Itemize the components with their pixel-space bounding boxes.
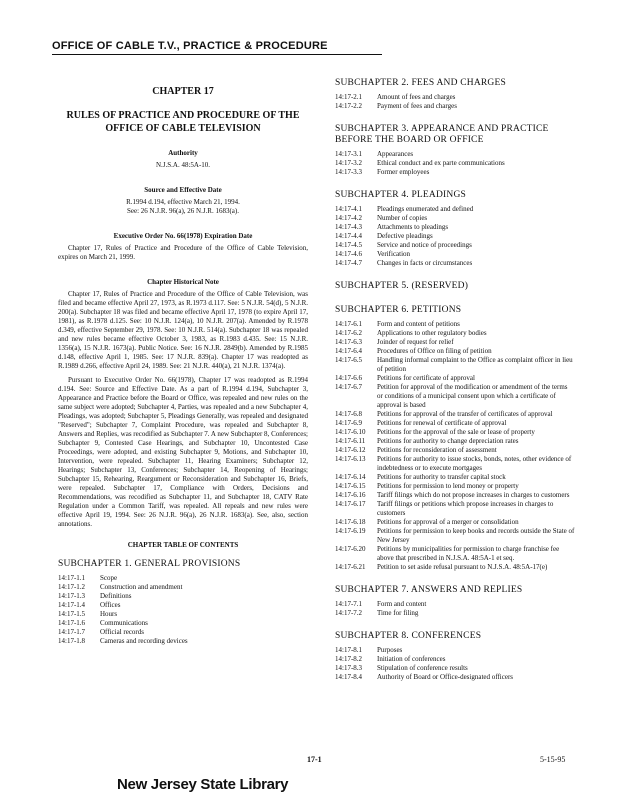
section-number: 14:17-6.20 <box>335 545 366 553</box>
section-number: 14:17-6.19 <box>335 527 366 535</box>
toc-entry <box>335 545 575 563</box>
section-title: Tariff filings or petitions which propose increases in charges to customers <box>377 500 554 517</box>
section-number: 14:17-4.1 <box>335 205 363 213</box>
section-title: Petition to set aside refusal pursuant to N.J.S.A. 48:5A-17(e) <box>377 563 548 571</box>
section-number: 14:17-8.4 <box>335 673 363 681</box>
toc-entry <box>335 250 575 259</box>
toc-entry <box>335 655 575 664</box>
toc-entry <box>335 383 575 410</box>
section-number: 14:17-6.13 <box>335 455 366 463</box>
subchapter-1-title: SUBCHAPTER 1. GENERAL PROVISIONS <box>58 559 241 569</box>
section-number: 14:17-1.7 <box>58 628 86 636</box>
section-number: 14:17-6.7 <box>335 383 363 391</box>
section-number: 14:17-4.2 <box>335 214 363 222</box>
section-title: Definitions <box>100 592 132 600</box>
chapter-number: CHAPTER 17 <box>152 86 214 97</box>
section-number: 14:17-3.2 <box>335 159 363 167</box>
section-title: Petitions for authority to issue stocks, bonds, notes, other evidence of indebtedness or to execute mortgages <box>377 455 572 472</box>
section-number: 14:17-6.9 <box>335 419 363 427</box>
toc-entry <box>58 628 308 637</box>
subchapter-title: SUBCHAPTER 6. PETITIONS <box>335 305 462 315</box>
toc-entry <box>58 619 308 628</box>
section-number: 14:17-7.1 <box>335 600 363 608</box>
section-title: Petitions for the approval of the sale or lease of property <box>377 428 535 436</box>
history-paragraph-1: Chapter 17, Rules of Practice and Procedure of the Office of Cable Television, was filed and became effective April 27, 1973, as R.1973 d.117. See: 5 N.J.R. 54(d), 5 N.J.R. 200(a). Subchapter 18 was filed and became effective April 17, 1978 (to expire April 17, 1981), as R.1978 d.125. See: 10 N.J.R. 124(a), 10 N.J.R. 207(a). Amended by R.1978 d.349, effective September 29, 1978. See: 10 N.J.R. 514(a). Subchapter 18 was repealed and new rules became effective October 3, 1983, as R.1983 d.435. See: 15 N.J.R. 1356(a), 15 N.J.R. 1673(a). Public Notice. See: 16 N.J.R. 2849(b). Amended by R.1985 d.148, effective April 1, 1985. See: 17 N.J.R. 839(a). Chapter 17 was readopted as R.1989 d.266, effective April 24, 1989. See: 21 N.J.R. 440(a), 21 N.J.R. 1374(a). <box>58 290 308 370</box>
section-title: Petitions for approval of the transfer of certificates of approval <box>377 410 553 418</box>
section-title: Initiation of conferences <box>377 655 446 663</box>
section-number: 14:17-6.10 <box>335 428 366 436</box>
toc-entry <box>58 601 308 610</box>
subchapter-title: SUBCHAPTER 5. (RESERVED) <box>335 281 469 291</box>
section-number: 14:17-6.4 <box>335 347 363 355</box>
toc-entry <box>335 214 575 223</box>
toc-entry <box>335 437 575 446</box>
section-number: 14:17-7.2 <box>335 609 363 617</box>
toc-entry <box>335 500 575 518</box>
toc-entry <box>335 329 575 338</box>
section-title: Service and notice of proceedings <box>377 241 472 249</box>
section-title: Petitions for certificate of approval <box>377 374 475 382</box>
toc-entry <box>335 563 575 572</box>
section-title: Petitions for permission to lend money or property <box>377 482 519 490</box>
subchapter-list <box>335 646 575 682</box>
toc-entry <box>335 518 575 527</box>
revision-date: 5-15-95 <box>540 755 566 764</box>
section-title: Joinder of request for relief <box>377 338 454 346</box>
toc-entry <box>58 592 308 601</box>
section-title: Payment of fees and charges <box>377 102 457 110</box>
toc-entry <box>58 637 308 646</box>
subchapter-title: SUBCHAPTER 2. FEES AND CHARGES <box>335 78 506 88</box>
section-number: 14:17-6.1 <box>335 320 363 328</box>
section-title: Petitions for authority to change depreciation rates <box>377 437 519 445</box>
section-title: Amount of fees and charges <box>377 93 456 101</box>
toc-entry <box>335 356 575 374</box>
section-number: 14:17-4.3 <box>335 223 363 231</box>
section-title: Defective pleadings <box>377 232 433 240</box>
toc-entry <box>335 374 575 383</box>
toc-entry <box>335 93 575 102</box>
section-number: 14:17-2.1 <box>335 93 363 101</box>
section-number: 14:17-3.1 <box>335 150 363 158</box>
section-number: 14:17-8.3 <box>335 664 363 672</box>
subchapter-title: SUBCHAPTER 7. ANSWERS AND REPLIES <box>335 585 523 595</box>
section-title: Purposes <box>377 646 403 654</box>
chapter-title: RULES OF PRACTICE AND PROCEDURE OF THE OFFICE OF CABLE TELEVISION <box>66 110 300 134</box>
section-title: Petitions by municipalities for permission to charge franchise fee above that prescribed in N.J.S.A. 48:5A-1 et seq. <box>377 545 560 562</box>
section-number: 14:17-1.1 <box>58 574 86 582</box>
source-line-1: R.1994 d.194, effective March 21, 1994. <box>126 198 240 206</box>
authority-text: N.J.S.A. 48:5A-10. <box>155 161 211 169</box>
section-number: 14:17-1.8 <box>58 637 86 645</box>
toc-entry <box>335 600 575 609</box>
toc-entry <box>58 610 308 619</box>
toc-entry <box>335 150 575 159</box>
section-number: 14:17-4.4 <box>335 232 363 240</box>
section-title: Form and content of petitions <box>377 320 460 328</box>
section-title: Communications <box>100 619 148 627</box>
subchapter-title: SUBCHAPTER 4. PLEADINGS <box>335 190 467 200</box>
toc-entry <box>335 232 575 241</box>
page-number: 17-1 <box>307 755 322 764</box>
toc-entry <box>335 482 575 491</box>
section-title: Construction and amendment <box>100 583 183 591</box>
section-title: Official records <box>100 628 144 636</box>
section-number: 14:17-6.11 <box>335 437 366 445</box>
section-title: Form and content <box>377 600 427 608</box>
section-number: 14:17-1.2 <box>58 583 86 591</box>
section-title: Applications to other regulatory bodies <box>377 329 487 337</box>
subchapter-list <box>335 205 575 268</box>
toc-entry <box>335 223 575 232</box>
toc-entry <box>335 664 575 673</box>
section-title: Number of copies <box>377 214 428 222</box>
left-column <box>58 78 308 646</box>
toc-entry <box>335 491 575 500</box>
section-number: 14:17-6.15 <box>335 482 366 490</box>
section-title: Tariff filings which do not propose increases in charges to customers <box>377 491 570 499</box>
section-title: Petition for approval of the modification or amendment of the terms or conditions of a municipal consent upon which a certificate of approval is based <box>377 383 568 409</box>
toc-entry <box>335 241 575 250</box>
subchapter-1-list <box>58 574 308 646</box>
toc-entry <box>335 259 575 268</box>
section-number: 14:17-1.4 <box>58 601 86 609</box>
section-title: Petitions for reconsideration of assessment <box>377 446 497 454</box>
library-stamp: New Jersey State Library <box>117 776 289 793</box>
toc-entry <box>335 527 575 545</box>
toc-entry <box>335 455 575 473</box>
subchapter-list <box>335 150 575 177</box>
section-number: 14:17-6.21 <box>335 563 366 571</box>
section-title: Procedures of Office on filing of petition <box>377 347 492 355</box>
toc-entry <box>335 446 575 455</box>
history-paragraph-2: Pursuant to Executive Order No. 66(1978), Chapter 17 was readopted as R.1994 d.194. See: Source and Effective Date. As a part of R.1994 d.194, Subchapter 3, Appearance and Practice before the Board or Office, was repealed and new rules on the same subject were adopted; Subchapter 4, Parties, was repealed and a new Subchapter 4, Pleadings, was adopted; Subchapter 5, Pleadings Generally, was repealed and designated "Reserved"; Subchapter 7, Complaint Procedure, was repealed and Subchapter 8, Answers and Replies, was recodified as Subchapter 7. A new Subchapter 8, Conferences; Subchapter 9, Contested Case Hearings, and Subchapter 10, Uncontested Case Proceedings, were adopted, and existing Subchapter 9, Motions, and Subchapter 10, Intervention, were repealed. Subchapter 11, Hearing Examiners; Subchapter 12, Hearings; Subchapter 13, Conferences; Subchapter 14, Reopening of Hearings; Subchapter 15, Rehearing, Reargument or Reconsideration and Subchapter 16, Briefs, were repealed. Subchapter 17, Compliance with Orders, Decisions and Recommendations, was recodified as Subchapter 11, and Subchapter 18, CATV Rate Regulation under a Common Tariff, was repealed. All repeals and new rules were effective April 19, 1994. See: 26 N.J.R. 96(a), 26 N.J.R. 1683(a). See, also, section annotations. <box>58 376 308 528</box>
section-number: 14:17-6.18 <box>335 518 366 526</box>
section-number: 14:17-4.6 <box>335 250 363 258</box>
subchapter-list <box>335 93 575 111</box>
toc-entry <box>335 673 575 682</box>
section-title: Ethical conduct and ex parte communications <box>377 159 505 167</box>
header-rule <box>52 54 382 55</box>
section-title: Petitions for approval of a merger or consolidation <box>377 518 519 526</box>
section-title: Time for filing <box>377 609 419 617</box>
section-title: Cameras and recording devices <box>100 637 188 645</box>
section-number: 14:17-6.8 <box>335 410 363 418</box>
right-column <box>335 78 575 682</box>
section-title: Petitions for authority to transfer capital stock <box>377 473 506 481</box>
section-number: 14:17-1.5 <box>58 610 86 618</box>
section-title: Scope <box>100 574 118 582</box>
toc-entry <box>335 168 575 177</box>
section-number: 14:17-4.5 <box>335 241 363 249</box>
toc-entry <box>335 102 575 111</box>
section-number: 14:17-6.16 <box>335 491 366 499</box>
section-number: 14:17-2.2 <box>335 102 363 110</box>
toc-entry <box>335 428 575 437</box>
toc-entry <box>335 347 575 356</box>
section-title: Pleadings enumerated and defined <box>377 205 474 213</box>
subchapter-list <box>335 600 575 618</box>
section-number: 14:17-6.2 <box>335 329 363 337</box>
toc-entry <box>335 646 575 655</box>
section-number: 14:17-6.6 <box>335 374 363 382</box>
section-number: 14:17-1.6 <box>58 619 86 627</box>
section-number: 14:17-6.14 <box>335 473 366 481</box>
section-number: 14:17-8.2 <box>335 655 363 663</box>
section-number: 14:17-6.12 <box>335 446 366 454</box>
section-number: 14:17-6.17 <box>335 500 366 508</box>
source-line-2: See: 26 N.J.R. 96(a), 26 N.J.R. 1683(a). <box>127 207 239 215</box>
toc-entry <box>335 410 575 419</box>
section-title: Hours <box>100 610 118 618</box>
section-title: Appearances <box>377 150 414 158</box>
section-title: Stipulation of conference results <box>377 664 468 672</box>
toc-entry <box>335 205 575 214</box>
toc-heading: CHAPTER TABLE OF CONTENTS <box>127 541 239 549</box>
toc-entry <box>58 583 308 592</box>
source-heading: Source and Effective Date <box>144 186 222 194</box>
section-title: Former employees <box>377 168 430 176</box>
section-title: Verification <box>377 250 411 258</box>
subchapter-title: SUBCHAPTER 3. APPEARANCE AND PRACTICE BEFORE THE BOARD OR OFFICE <box>335 124 549 145</box>
section-title: Attachments to pleadings <box>377 223 449 231</box>
section-number: 14:17-6.5 <box>335 356 363 364</box>
subchapter-list <box>335 320 575 572</box>
section-title: Handling informal complaint to the Office as complaint officer in lieu of petition <box>377 356 573 373</box>
eo-text: Chapter 17, Rules of Practice and Procedure of the Office of Cable Television, expires on March 21, 1999. <box>58 244 308 261</box>
section-title: Changes in facts or circumstances <box>377 259 473 267</box>
toc-entry <box>335 419 575 428</box>
running-header: OFFICE OF CABLE T.V., PRACTICE & PROCEDURE <box>52 40 328 52</box>
toc-entry <box>335 338 575 347</box>
toc-entry <box>58 574 308 583</box>
toc-entry <box>335 473 575 482</box>
section-number: 14:17-3.3 <box>335 168 363 176</box>
section-number: 14:17-6.3 <box>335 338 363 346</box>
authority-heading: Authority <box>168 149 198 157</box>
section-number: 14:17-8.1 <box>335 646 363 654</box>
subchapter-title: SUBCHAPTER 8. CONFERENCES <box>335 631 482 641</box>
toc-entry <box>335 320 575 329</box>
history-heading: Chapter Historical Note <box>147 278 219 286</box>
section-title: Petitions for permission to keep books and records outside the State of New Jersey <box>377 527 575 544</box>
toc-entry <box>335 609 575 618</box>
section-title: Authority of Board or Office-designated officers <box>377 673 514 681</box>
eo-heading: Executive Order No. 66(1978) Expiration Date <box>113 232 253 240</box>
toc-entry <box>335 159 575 168</box>
section-title: Offices <box>100 601 121 609</box>
section-number: 14:17-4.7 <box>335 259 363 267</box>
section-title: Petitions for renewal of certificate of approval <box>377 419 507 427</box>
section-number: 14:17-1.3 <box>58 592 86 600</box>
